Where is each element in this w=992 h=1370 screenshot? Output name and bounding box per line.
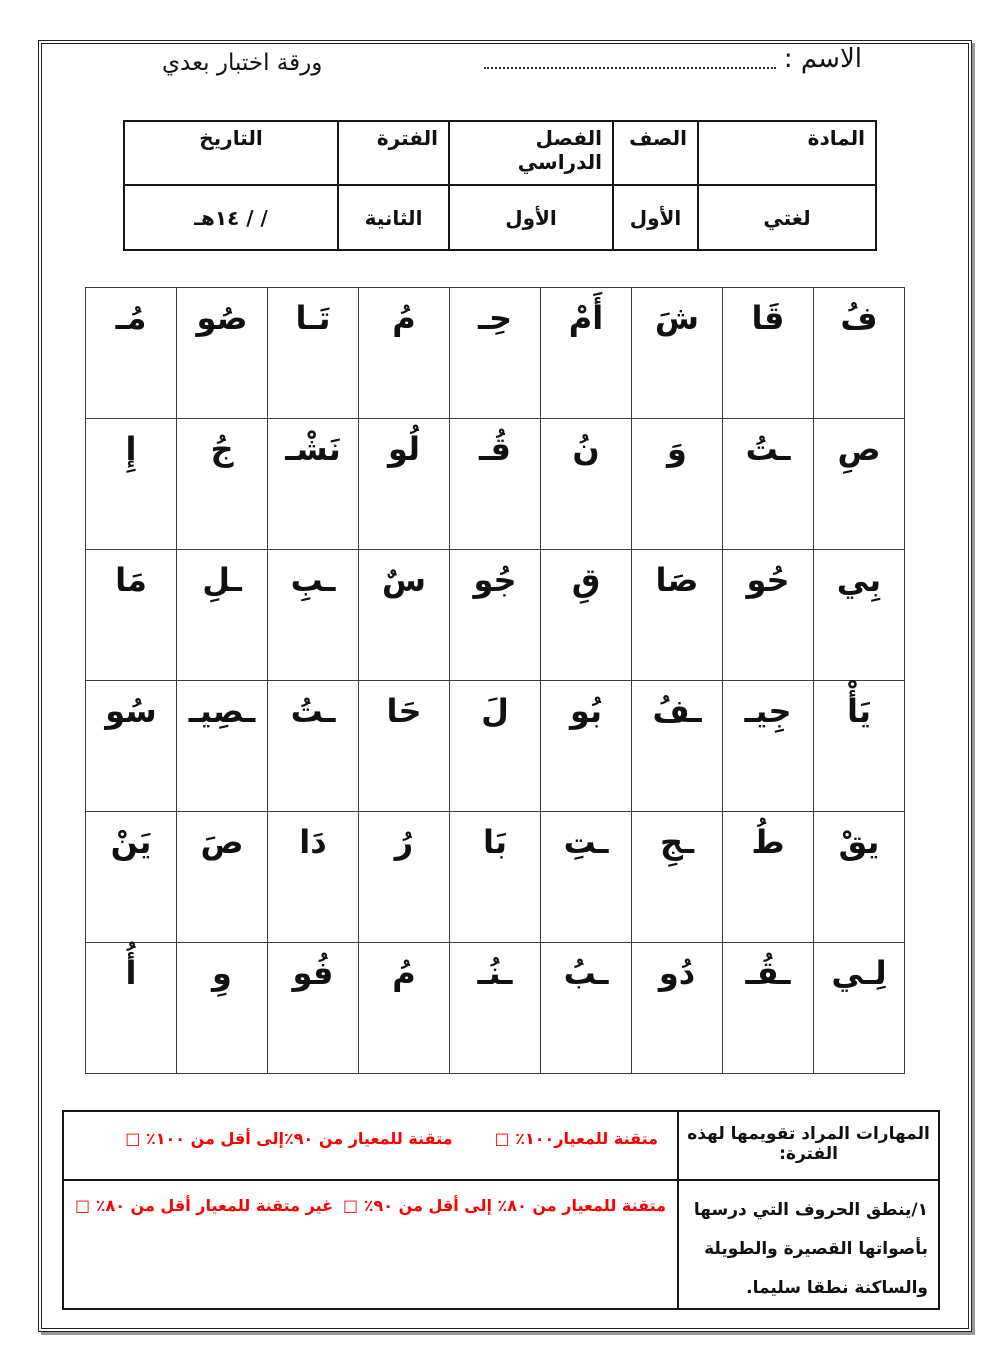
period-header: الفترة: [338, 121, 449, 185]
mastery-options-row-2: [65, 1182, 676, 1215]
skills-header-row: [63, 1111, 939, 1180]
page-title: ورقة اختبار بعدي: [162, 50, 323, 76]
grid-cell: نَشْـ: [268, 419, 359, 550]
period-value: الثانية: [338, 185, 449, 250]
semester-value: الأول: [449, 185, 613, 250]
grid-row: [86, 681, 905, 812]
grid-cell: ـفُ: [632, 681, 723, 812]
grid-cell: مَا: [86, 550, 177, 681]
grid-cell: ـنُـ: [450, 943, 541, 1074]
grid-cell: مُ: [359, 943, 450, 1074]
grid-cell: بِي: [814, 550, 905, 681]
date-value: / / ١٤هـ: [124, 185, 338, 250]
grid-cell: حُو: [723, 550, 814, 681]
grid-cell: شَ: [632, 288, 723, 419]
mastery-cell-1: [63, 1111, 678, 1180]
skills-assessment-table: [62, 1110, 940, 1310]
grid-cell: طُ: [723, 812, 814, 943]
grid-cell: يقْ: [814, 812, 905, 943]
grid-cell: حَا: [359, 681, 450, 812]
grid-row: [86, 943, 905, 1074]
grid-cell: نُ: [541, 419, 632, 550]
mastery-option: متقنة للمعيار من ٨٠٪ إلى أقل من ٩٠٪ □: [343, 1196, 667, 1215]
grid-cell: ـتُ: [268, 681, 359, 812]
grid-cell: بُو: [541, 681, 632, 812]
grid-cell: صَ: [177, 812, 268, 943]
grid-cell: قِ: [541, 550, 632, 681]
mastery-option: متقنة للمعيار من ٩٠٪إلى أقل من ١٠٠٪ □: [125, 1129, 453, 1148]
grid-cell: دَا: [268, 812, 359, 943]
skill-description: ١/ينطق الحروف التي درسها بأصواتها القصيرة والطويلة والساكنة نطقا سليما.: [678, 1180, 939, 1309]
name-blank-line: [484, 47, 776, 69]
exam-info-table: [123, 120, 877, 251]
grid-cell: حِـ: [450, 288, 541, 419]
grid-cell: لَ: [450, 681, 541, 812]
grid-cell: ـتِ: [541, 812, 632, 943]
grid-row: [86, 419, 905, 550]
grid-cell: لِـي: [814, 943, 905, 1074]
grade-value: الأول: [613, 185, 698, 250]
skills-content-row: [63, 1180, 939, 1309]
mastery-option: غير متقنة للمعيار أقل من ٨٠٪ □: [75, 1196, 334, 1215]
grid-cell: ـجِ: [632, 812, 723, 943]
mastery-options-row-1: [65, 1113, 676, 1148]
syllable-grid: [85, 287, 905, 1074]
grid-cell: مُـ: [86, 288, 177, 419]
grid-cell: وَ: [632, 419, 723, 550]
mastery-cell-2: [63, 1180, 678, 1309]
grid-row: [86, 812, 905, 943]
grid-cell: صُو: [177, 288, 268, 419]
grid-cell: أَمْ: [541, 288, 632, 419]
grid-cell: ـبُ: [541, 943, 632, 1074]
date-header: التاريخ: [124, 121, 338, 185]
grade-header: الصف: [613, 121, 698, 185]
grid-cell: رُ: [359, 812, 450, 943]
grid-cell: تَـا: [268, 288, 359, 419]
grid-cell: ـبِ: [268, 550, 359, 681]
info-value-row: [124, 185, 876, 250]
grid-cell: ـتُ: [723, 419, 814, 550]
grid-cell: بَا: [450, 812, 541, 943]
grid-cell: مُ: [359, 288, 450, 419]
skills-header: المهارات المراد تقويمها لهذه الفترة:: [678, 1111, 939, 1180]
grid-cell: أُ: [86, 943, 177, 1074]
grid-row: [86, 550, 905, 681]
grid-cell: قَا: [723, 288, 814, 419]
subject-header: المادة: [698, 121, 876, 185]
grid-cell: سٌ: [359, 550, 450, 681]
semester-header: الفصل الدراسي: [449, 121, 613, 185]
name-field-block: [484, 44, 862, 74]
grid-row: [86, 288, 905, 419]
grid-cell: يَنْ: [86, 812, 177, 943]
grid-cell: قُـ: [450, 419, 541, 550]
mastery-option: متقنة للمعيار١٠٠٪ □: [494, 1129, 659, 1148]
grid-cell: جُو: [450, 550, 541, 681]
grid-cell: فُ: [814, 288, 905, 419]
grid-cell: جُ: [177, 419, 268, 550]
grid-cell: فُو: [268, 943, 359, 1074]
info-header-row: [124, 121, 876, 185]
grid-cell: وِ: [177, 943, 268, 1074]
grid-cell: دُو: [632, 943, 723, 1074]
grid-cell: ـقُـ: [723, 943, 814, 1074]
grid-cell: لُو: [359, 419, 450, 550]
grid-cell: صِ: [814, 419, 905, 550]
name-label: الاسم :: [783, 44, 862, 74]
grid-cell: ـصِيـ: [177, 681, 268, 812]
grid-cell: سُو: [86, 681, 177, 812]
grid-cell: ـلِ: [177, 550, 268, 681]
grid-cell: يَأْ: [814, 681, 905, 812]
subject-value: لغتي: [698, 185, 876, 250]
grid-cell: جِيـ: [723, 681, 814, 812]
grid-cell: إِ: [86, 419, 177, 550]
grid-cell: صَا: [632, 550, 723, 681]
